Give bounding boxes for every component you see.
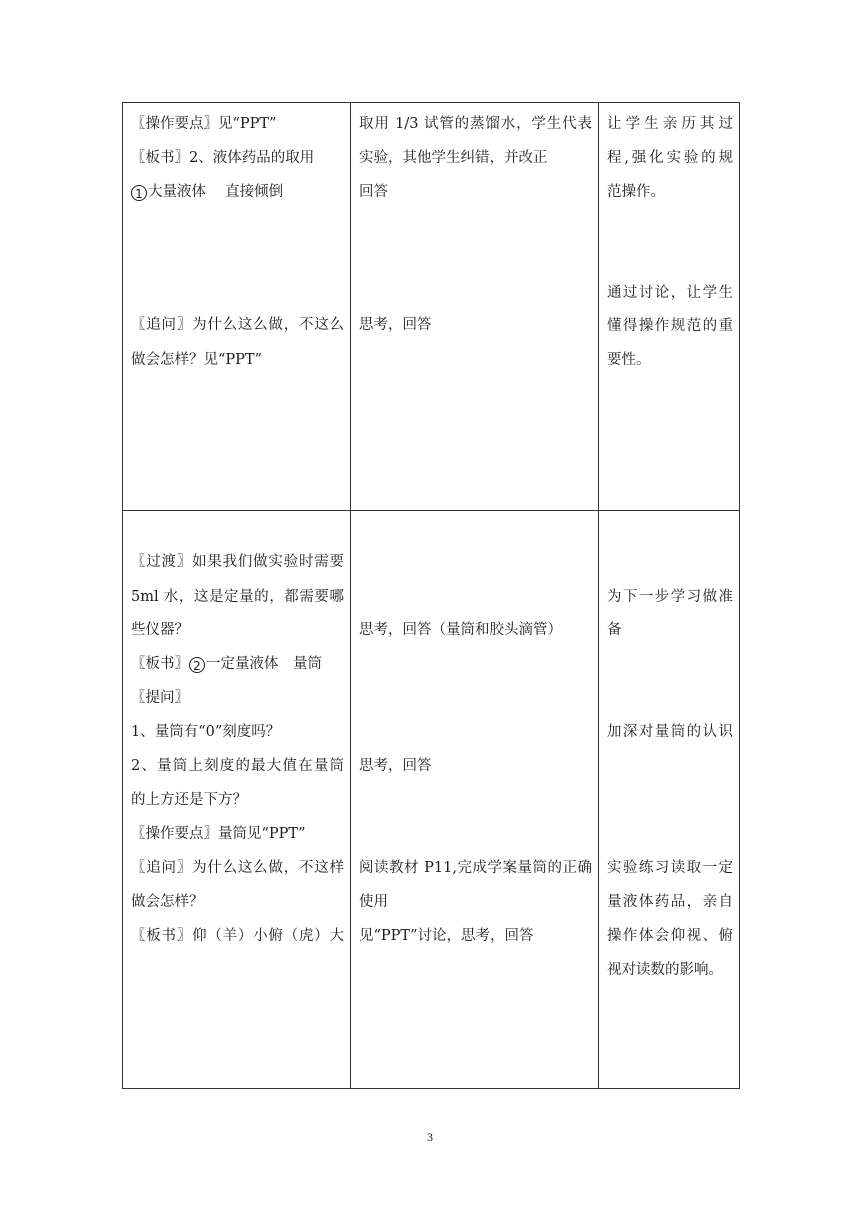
text-line: 让学生亲历其过 xyxy=(607,116,733,132)
text-line: 做会怎样？见“PPT” xyxy=(131,352,263,368)
text-line: 使用 xyxy=(359,894,388,910)
table-row-1 xyxy=(123,103,740,511)
text-line: 的上方还是下方？ xyxy=(131,792,247,808)
text-line: 〖板书〗仰（羊）小俯（虎）大 xyxy=(131,928,344,944)
text-line: 备 xyxy=(607,622,622,638)
text-line: 程,强化实验的规 xyxy=(607,150,733,166)
line-text: 一定量液体 量筒 xyxy=(206,656,322,672)
text-line: 见“PPT”讨论，思考，回答 xyxy=(359,928,534,944)
student-activity-cell xyxy=(351,103,599,511)
text-line: 1、量筒有“0”刻度吗？ xyxy=(131,724,281,740)
text-line: 量液体药品，亲自 xyxy=(607,894,733,910)
line-text: 大量液体 直接倾倒 xyxy=(148,184,284,200)
text-line: 取用 1/3 试管的蒸馏水，学生代表 xyxy=(359,116,592,132)
lesson-plan-table xyxy=(122,102,740,1089)
text-line: 范操作。 xyxy=(607,184,665,200)
text-line: 通过讨论，让学生 xyxy=(607,285,733,301)
text-line: 思考，回答 xyxy=(359,758,432,774)
text-line: 5ml 水，这是定量的，都需要哪 xyxy=(131,589,344,605)
text-line: 加深对量筒的认识 xyxy=(607,724,733,740)
text-line: 2、量筒上刻度的最大值在量筒 xyxy=(131,758,344,774)
text-line xyxy=(131,655,344,673)
text-line: 〖过渡〗如果我们做实验时需要 xyxy=(131,554,344,570)
table-row-2 xyxy=(123,511,740,1089)
text-line: 〖追问〗为什么这么做，不这样 xyxy=(131,860,344,876)
text-line: 些仪器？ xyxy=(131,622,189,638)
text-line: 〖操作要点〗量筒见“PPT” xyxy=(131,826,306,842)
line-text: 〖板书〗 xyxy=(131,656,189,672)
circled-number-1-icon: 1 xyxy=(131,185,147,201)
text-line: 视对读数的影响。 xyxy=(607,962,723,978)
text-line: 〖板书〗2、液体药品的取用 xyxy=(131,150,315,166)
text-line: 实验，其他学生纠错，并改正 xyxy=(359,150,548,166)
circled-number-2-icon: 2 xyxy=(189,657,205,673)
text-line: 阅读教材 P11,完成学案量筒的正确 xyxy=(359,860,592,876)
student-activity-cell xyxy=(351,511,599,1089)
teacher-activity-cell xyxy=(123,511,351,1089)
text-line: 操作体会仰视、俯 xyxy=(607,928,733,944)
text-line: 做会怎样？ xyxy=(131,894,204,910)
text-line: 为下一步学习做准 xyxy=(607,589,733,605)
text-line: 〖追问〗为什么这么做，不这么 xyxy=(131,317,344,333)
text-line: 〖操作要点〗见“PPT” xyxy=(131,116,277,132)
text-line: 〖提问〗 xyxy=(131,690,189,706)
design-intent-cell xyxy=(599,511,740,1089)
text-line: 回答 xyxy=(359,184,388,200)
design-intent-cell xyxy=(599,103,740,511)
text-line: 思考，回答（量筒和胶头滴管） xyxy=(359,622,562,638)
page-number: 3 xyxy=(427,1130,433,1144)
text-line xyxy=(131,183,344,201)
text-line: 懂得操作规范的重 xyxy=(607,318,733,334)
text-line: 思考，回答 xyxy=(359,317,432,333)
teacher-activity-cell xyxy=(123,103,351,511)
text-line: 要性。 xyxy=(607,352,651,368)
text-line: 实验练习读取一定 xyxy=(607,860,733,876)
